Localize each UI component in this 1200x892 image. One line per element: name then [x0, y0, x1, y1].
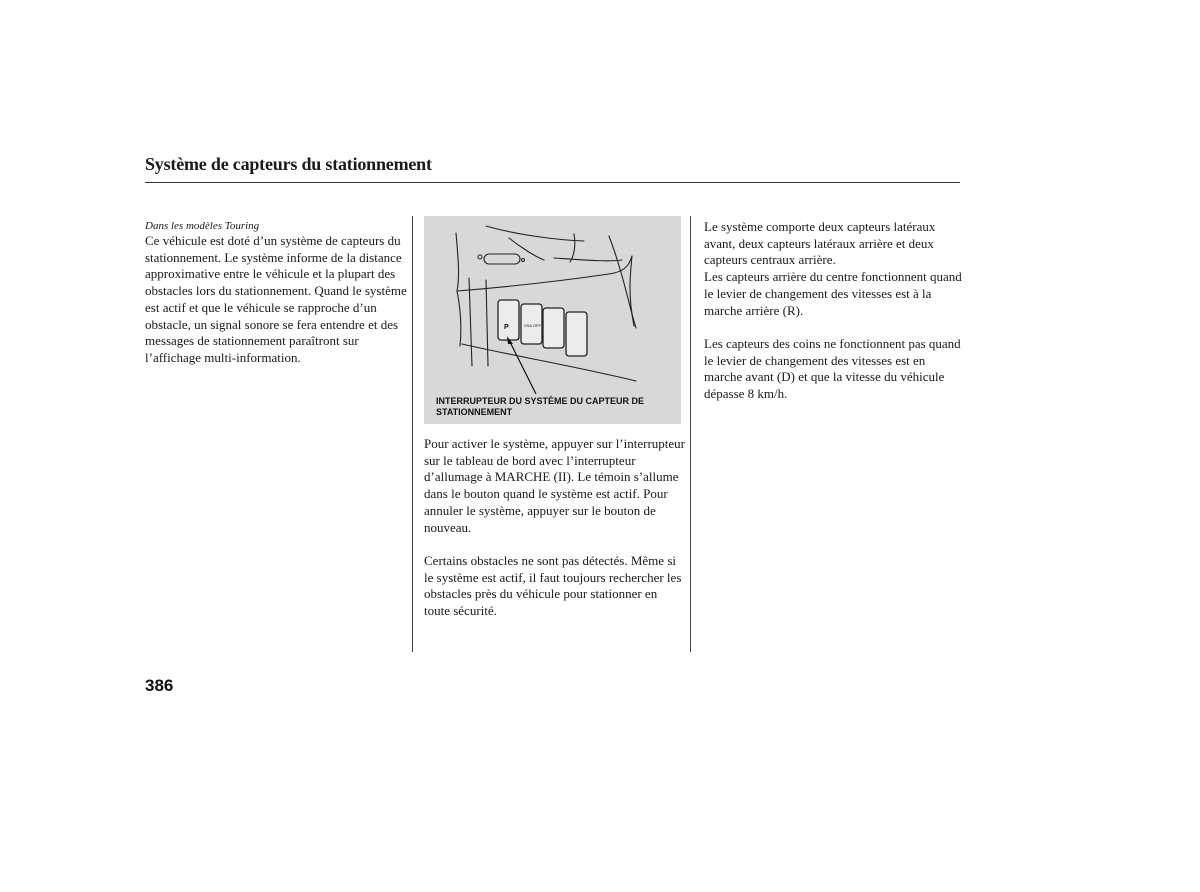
corner-sensor-paragraph: Les capteurs des coins ne fonctionnent pas quand le levier de changement des vitesses est en marche avant (D) et que la vitesse du véhicule dépasse 8 km/h. — [704, 335, 961, 402]
dashboard-drawing — [424, 216, 681, 424]
column-divider-right — [690, 216, 691, 652]
figure-caption: INTERRUPTEUR DU SYSTÈME DU CAPTEUR DE STATIONNEMENT — [436, 396, 645, 417]
activation-paragraph: Pour activer le système, appuyer sur l’interrupteur sur le tableau de bord avec l’interrupteur d’allumage à MARCHE (II). Le témoin s’allume dans le bouton quand le système est actif. Pour annuler le système, appuyer sur le bouton de nouveau. — [424, 436, 685, 535]
sensor-count-paragraph: Le système comporte deux capteurs latéraux avant, deux capteurs latéraux arrière et deux capteurs centraux arrière. — [704, 219, 936, 268]
heading-rule — [145, 182, 960, 183]
vsa-off-button-label: VSA OFF — [524, 323, 541, 328]
dashboard-switch-illustration — [424, 216, 681, 424]
intro-paragraph: Ce véhicule est doté d’un système de capteurs du stationnement. Le système informe de la distance approximative entre le véhicule et la plupart des obstacles lors du stationnement. Quand le système est actif et que le véhicule se rapproche d’un obstacle, un signal sonore se fera entendre et des messages de stationnement paraîtront sur l’affichage multi-information. — [145, 233, 407, 365]
middle-column — [424, 436, 686, 620]
section-heading: Système de capteurs du stationnement — [145, 154, 432, 174]
column-divider-left — [412, 216, 413, 652]
parking-sensor-button-label: P — [504, 324, 509, 331]
rear-sensor-paragraph: Les capteurs arrière du centre fonctionnent quand le levier de changement des vitesses est à la marche arrière (R). — [704, 269, 962, 318]
warning-paragraph: Certains obstacles ne sont pas détectés. Même si le système est actif, il faut toujours rechercher les obstacles près du véhicule pour stationner en toute sécurité. — [424, 552, 682, 619]
model-note: Dans les modèles Touring — [145, 220, 260, 232]
page-number: 386 — [145, 676, 174, 695]
left-column — [145, 219, 407, 367]
right-column — [704, 219, 966, 403]
